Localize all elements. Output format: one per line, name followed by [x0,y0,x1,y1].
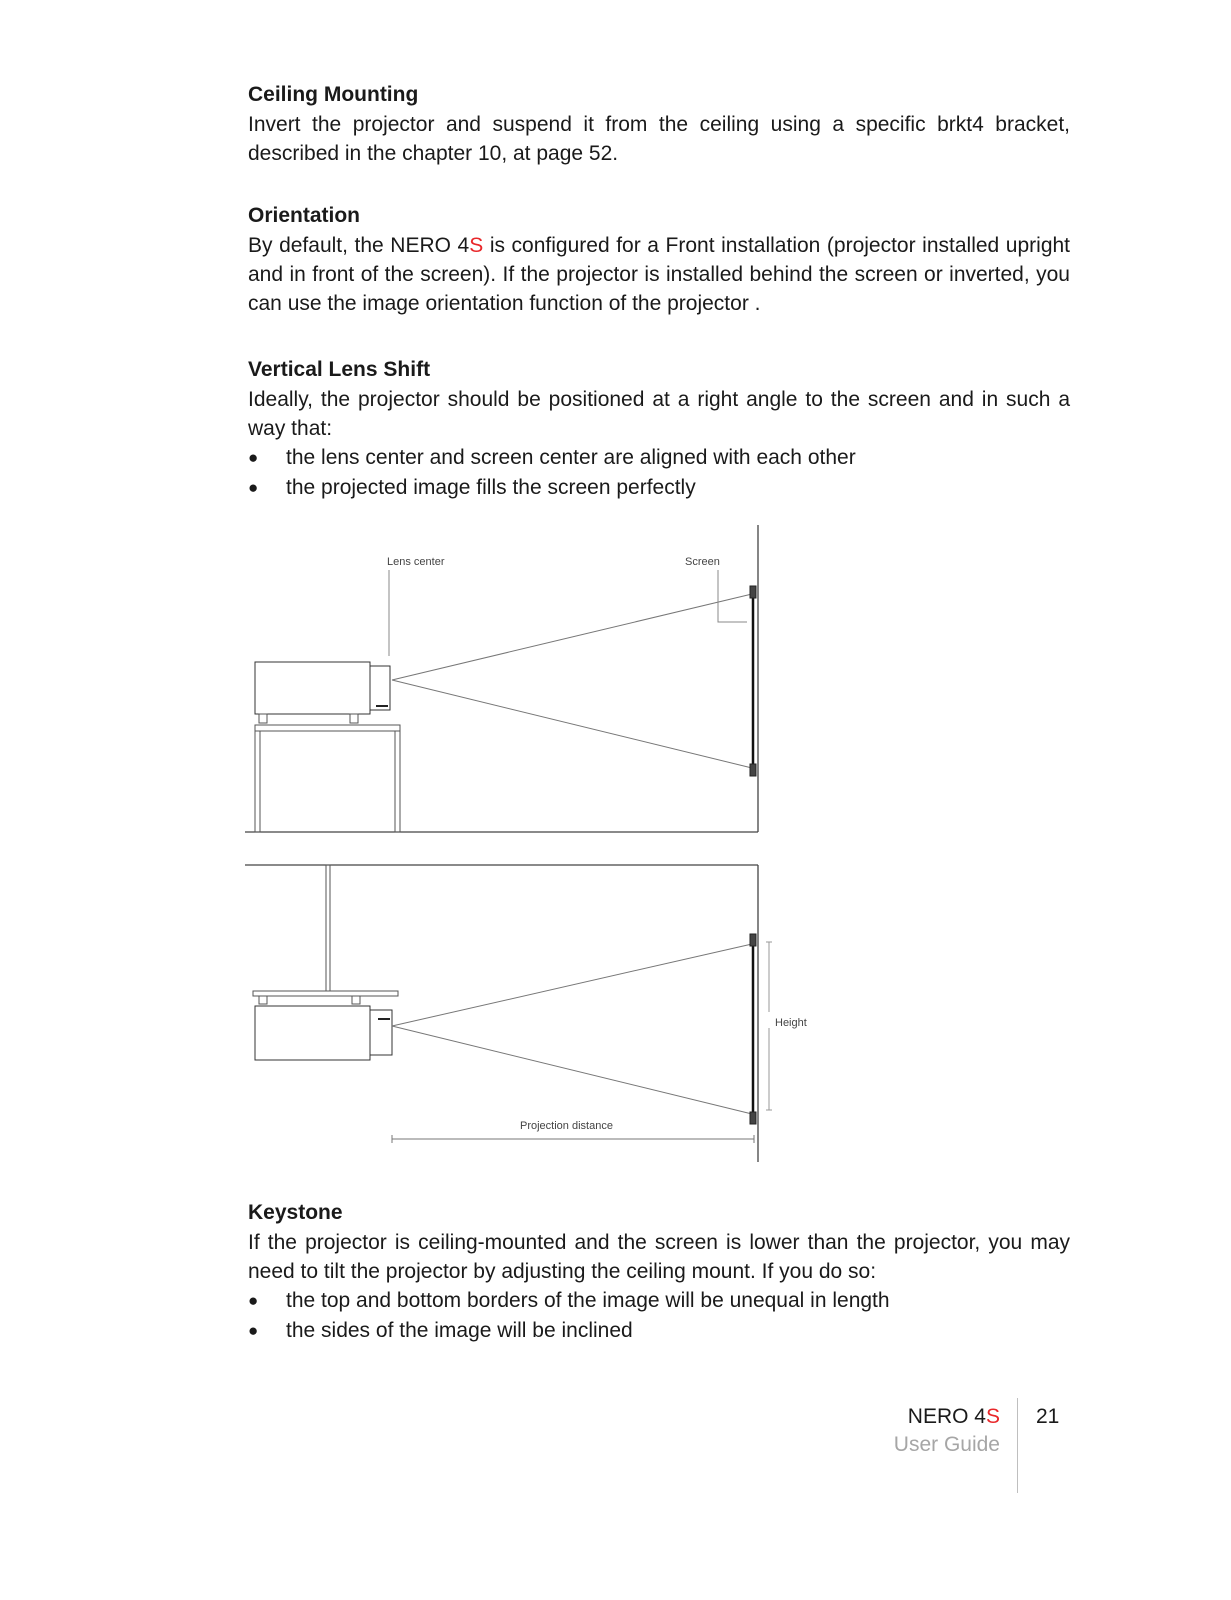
mount-plate [253,991,398,996]
footer-subtitle: User Guide [893,1433,1000,1456]
footer-product-red: S [985,1405,1000,1428]
screen-top-cap [750,934,756,946]
footer-product-prefix: NERO 4 [907,1405,986,1428]
projector-foot-left [259,714,267,723]
list-item-text: the lens center and screen center are aligned with each other [286,446,856,469]
table-leg-left [255,731,260,832]
list-item [248,443,1070,473]
orientation-section [248,201,1070,318]
screen-bottom-cap [750,1112,756,1124]
orientation-heading: Orientation [248,204,361,227]
projection-ray-bottom [392,680,752,768]
projection-ray-top [392,594,752,680]
keystone-heading: Keystone [248,1201,343,1224]
list-item [248,473,1070,503]
height-label: Height [775,1017,807,1029]
page-number: 21 [1036,1405,1060,1428]
footer-divider [1017,1398,1018,1493]
projection-ray-top [392,944,752,1026]
table-mount-diagram [244,522,764,837]
bullet-icon: ● [248,477,259,497]
screen-top-cap [750,586,756,598]
list-item-text: the top and bottom borders of the image will be unequal in length [286,1289,890,1312]
bullet-icon: ● [248,1291,259,1310]
table-leg-right [395,731,400,832]
lens-center-label: Lens center [387,556,445,568]
projector-foot-left [259,996,267,1004]
vertical-lens-shift-section [248,355,1070,502]
projection-ray-bottom [392,1026,752,1114]
bullet-icon: ● [248,1320,259,1340]
projector-lens-housing [370,666,390,710]
ceiling-mounting-section [248,80,1070,168]
vertical-lens-shift-list [248,443,1070,502]
projector-foot-right [352,996,360,1004]
keystone-section [248,1198,1070,1345]
projector-body [255,662,370,714]
keystone-list [248,1286,1070,1345]
orientation-text-red: S [469,234,484,257]
screen-label: Screen [685,556,720,568]
projector-lens-housing [370,1010,392,1055]
ceiling-mount-diagram [244,862,824,1167]
orientation-text-part2: is configured for a Front installation (projector installed upright and in front of the screen). If the projector is installed behind the screen or inverted, you can use the image orientation function of the projector . [248,234,1071,315]
table-top [255,725,400,731]
projection-distance-label: Projection distance [520,1120,613,1132]
orientation-text [248,231,1070,318]
list-item [248,1316,1070,1346]
vertical-lens-shift-heading: Vertical Lens Shift [248,358,431,381]
orientation-text-part1: By default, the NERO 4 [248,234,470,257]
ceiling-pole [326,865,330,991]
ceiling-mounting-heading: Ceiling Mounting [248,83,419,106]
list-item [248,1286,1070,1316]
screen-bottom-cap [750,764,756,776]
ceiling-mounting-text: Invert the projector and suspend it from the ceiling using a specific brkt4 bracket, described in the chapter 10, at page 52. [248,113,1070,165]
projector-foot-right [350,714,358,723]
bullet-icon: ● [248,448,259,467]
vertical-lens-shift-text: Ideally, the projector should be positioned at a right angle to the screen and in such a way that: [248,388,1070,440]
list-item-text: the sides of the image will be inclined [286,1318,633,1342]
list-item-text: the projected image fills the screen perfectly [286,475,696,499]
page-content [248,80,1070,535]
footer-product-name [840,1402,1000,1432]
keystone-text: If the projector is ceiling-mounted and the screen is lower than the projector, you may need to tilt the projector by adjusting the ceiling mount. If you do so: [248,1231,1070,1283]
projector-body [255,1006,370,1060]
